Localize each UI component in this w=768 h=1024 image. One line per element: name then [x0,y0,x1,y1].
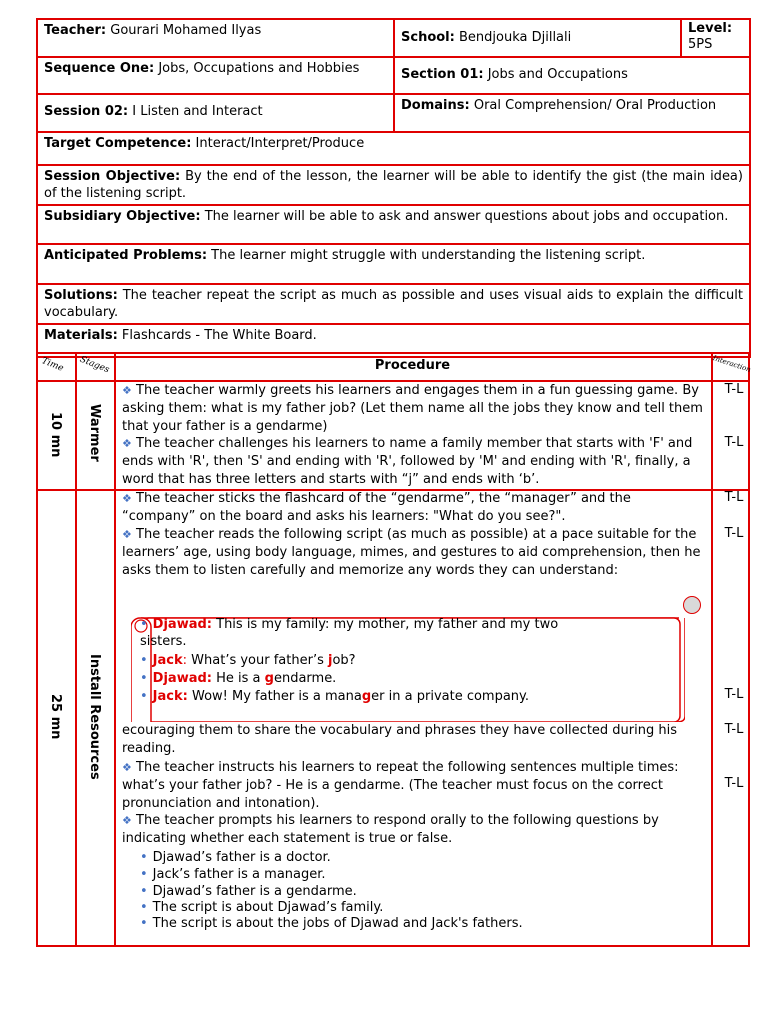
diamond-bullet-icon: ❖ [122,492,132,505]
diamond-bullet-icon: ❖ [122,814,132,827]
sequence-cell [37,57,394,94]
time-header: Time [39,356,65,374]
materials-label: Materials: [44,328,118,343]
install-paragraph-2: ❖ The teacher reads the following script (as much as possible) at a pace suitable for the learners’ age, using body language, mimes, and gestures to aid comprehension, then he asks them to listen carefully and memorize any words they can understand: [122,527,701,578]
objective-value: By the end of the lesson, the learner will be able to identify the gist (the main idea) of the listening script. [44,169,743,201]
column-divider [114,354,116,945]
session-cell [37,94,394,132]
problems-label: Anticipated Problems: [44,248,208,263]
procedure-table [36,352,750,947]
script-line-4: • Jack: Wow! My father is a manager in a private company. [140,688,529,705]
domains-value: Oral Comprehension/ Oral Production [473,98,717,113]
teacher-value: Gourari Mohamed Ilyas [110,23,262,38]
domains-label: Domains: [401,98,470,113]
section-value: Jobs and Occupations [487,67,628,82]
level-value: 5PS [688,37,713,52]
subsidiary-label: Subsidiary Objective: [44,209,201,224]
warmer-paragraph-2: ❖ The teacher challenges his learners to name a family member that starts with 'F' and ends with 'R', then 'S' and ending with 'R', followed by 'M' and ending with 'R', finally, a word that has three letters and starts with “j” and ends with ‘b’. [122,436,693,487]
script-line-3: • Djawad: He is a gendarme. [140,670,336,687]
interaction-value: T-L [724,722,744,737]
diamond-bullet-icon: ❖ [122,761,132,774]
warmer-stage: Warmer [87,404,102,462]
column-divider [711,354,713,945]
section-cell [394,57,750,94]
school-label: School: [401,30,455,45]
problems-value: The learner might struggle with understanding the listening script. [211,248,646,263]
statement-item: • Djawad’s father is a doctor. [140,849,331,866]
statement-item: • The script is about Djawad’s family. [140,899,383,916]
warmer-paragraph-1: ❖ The teacher warmly greets his learners and engages them in a fun guessing game. By asking them: what is my father job? (Let them name all the jobs they know and tell them that your father is a gendarme) [122,383,703,434]
teacher-label: Teacher: [44,23,107,38]
statement-item: • Jack’s father is a manager. [140,866,326,883]
diamond-bullet-icon: ❖ [122,384,132,397]
install-paragraph-4: ❖ The teacher instructs his learners to repeat the following sentences multiple times: what’s your father job? - He is a gendarme. (The teacher must focus on the correct pronunciation and intonation). [122,760,679,811]
statement-item: • Djawad’s father is a gendarme. [140,883,357,900]
script-line-1: • Djawad: This is my family: my mother, my father and my two sisters. [140,616,600,650]
statement-item: • The script is about the jobs of Djawad and Jack's fathers. [140,915,523,932]
sequence-label: Sequence One: [44,61,155,76]
level-cell [681,19,750,57]
solutions-value: The teacher repeat the script as much as possible and uses visual aids to explain the difficult vocabulary. [44,288,743,320]
interaction-value: T-L [724,776,744,791]
competence-cell [37,132,750,165]
school-value: Bendjouka Djillali [458,30,572,45]
install-paragraph-1: ❖ The teacher sticks the flashcard of the “gendarme”, the “manager” and the “company” on the board and asks his learners: "What do you see?". [122,491,631,524]
script-line-2: • Jack: What’s your father’s job? [140,652,356,669]
solutions-label: Solutions: [44,288,118,303]
subsidiary-value: The learner will be able to ask and answer questions about jobs and occupation. [204,209,729,224]
session-value: I Listen and Interact [132,104,263,119]
interaction-value: T-L [724,382,744,397]
procedure-header: Procedure [374,358,451,373]
interaction-value: T-L [724,687,744,702]
competence-label: Target Competence: [44,136,192,151]
sequence-value: Jobs, Occupations and Hobbies [158,61,360,76]
competence-value: Interact/Interpret/Produce [195,136,365,151]
diamond-bullet-icon: ❖ [122,437,132,450]
install-paragraph-3: ecouraging them to share the vocabulary and phrases they have collected during his reading. [122,723,677,756]
school-cell [394,19,681,57]
objective-label: Session Objective: [44,169,181,184]
interaction-header: Interaction [711,354,752,374]
install-stage: Install Resources [87,654,102,780]
column-divider [75,354,77,945]
subsidiary-cell [37,205,750,244]
install-time: 25 mn [48,694,63,740]
section-label: Section 01: [401,67,484,82]
install-paragraph-5: ❖ The teacher prompts his learners to respond orally to the following questions by indicating whether each statement is true or false. [122,813,659,846]
diamond-bullet-icon: ❖ [122,528,132,541]
interaction-value: T-L [724,526,744,541]
teacher-cell [37,19,394,57]
scroll-top-curl-icon [683,596,701,614]
session-label: Session 02: [44,104,129,119]
interaction-value: T-L [724,435,744,450]
solutions-cell [37,284,750,324]
level-label: Level: [688,21,733,36]
lesson-header-table [36,18,751,358]
warmer-time: 10 mn [48,412,63,458]
objective-cell [37,165,750,205]
interaction-value: T-L [724,490,744,505]
domains-cell [394,94,750,132]
problems-cell [37,244,750,284]
stages-header: Stages [78,354,111,376]
materials-value: Flashcards - The White Board. [121,328,317,343]
